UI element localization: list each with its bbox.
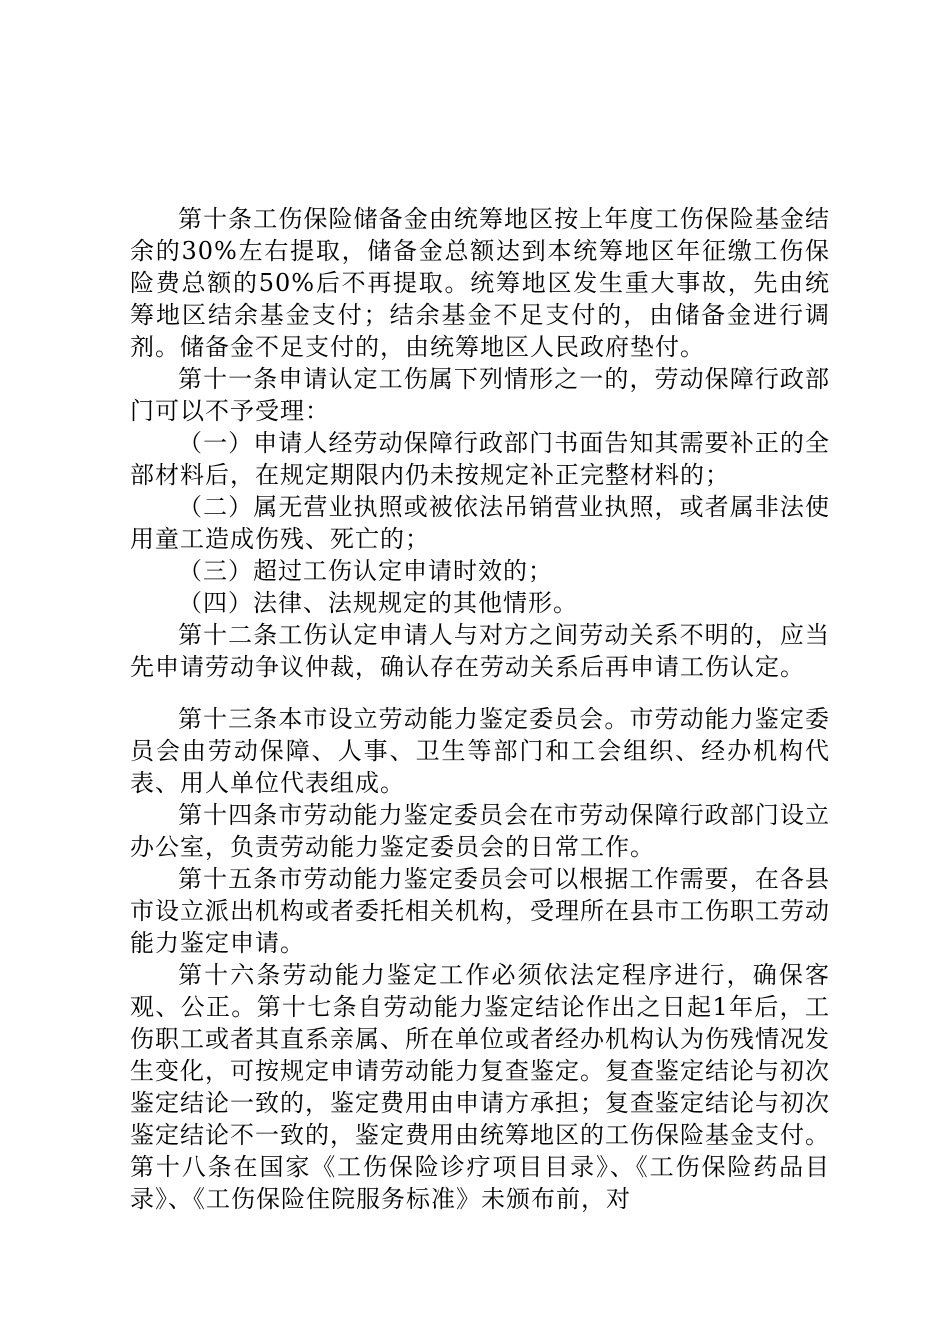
article-13-paragraph: 第十三条本市设立劳动能力鉴定委员会。市劳动能力鉴定委员会由劳动保障、人事、卫生等部门和工会组织、经办机构代表、用人单位代表组成。: [130, 705, 830, 797]
article-11-item-3: （三）超过工伤认定申请时效的；: [178, 557, 553, 585]
document-body: [130, 203, 830, 1215]
article-11-item-4: （四）法律、法规规定的其他情形。: [178, 589, 578, 617]
paragraph-spacer: [130, 683, 830, 703]
article-11-item-1: （一）申请人经劳动保障行政部门书面告知其需要补正的全部材料后，在规定期限内仍未按规定补正完整材料的；: [130, 429, 830, 489]
article-14-paragraph: 第十四条市劳动能力鉴定委员会在市劳动保障行政部门设立办公室，负责劳动能力鉴定委员会的日常工作。: [130, 801, 830, 861]
article-12-paragraph: 第十二条工伤认定申请人与对方之间劳动关系不明的，应当先申请劳动争议仲裁，确认存在劳动关系后再申请工伤认定。: [130, 621, 830, 681]
article-10-paragraph: 第十条工伤保险储备金由统筹地区按上年度工伤保险基金结余的30%左右提取，储备金总额达到本统筹地区年征缴工伤保险费总额的50%后不再提取。统筹地区发生重大事故，先由统筹地区结余基金支付；结余基金不足支付的，由储备金进行调剂。储备金不足支付的，由统筹地区人民政府垫付。: [130, 205, 830, 361]
article-11-paragraph: 第十一条申请认定工伤属下列情形之一的，劳动保障行政部门可以不予受理：: [130, 365, 830, 425]
article-11-item-2: （二）属无营业执照或被依法吊销营业执照，或者属非法使用童工造成伤残、死亡的；: [130, 493, 830, 553]
article-16-18-paragraph: 第十六条劳动能力鉴定工作必须依法定程序进行，确保客观、公正。第十七条自劳动能力鉴定结论作出之日起1年后，工伤职工或者其直系亲属、所在单位或者经办机构认为伤残情况发生变化，可按规定申请劳动能力复查鉴定。复查鉴定结论与初次鉴定结论一致的，鉴定费用由申请方承担；复查鉴定结论与初次鉴定结论不一致的，鉴定费用由统筹地区的工伤保险基金支付。第十八条在国家《工伤保险诊疗项目目录》、《工伤保险药品目录》、《工伤保险住院服务标准》未颁布前，对: [130, 961, 830, 1213]
article-15-paragraph: 第十五条市劳动能力鉴定委员会可以根据工作需要，在各县市设立派出机构或者委托相关机构，受理所在县市工伤职工劳动能力鉴定申请。: [130, 865, 830, 957]
